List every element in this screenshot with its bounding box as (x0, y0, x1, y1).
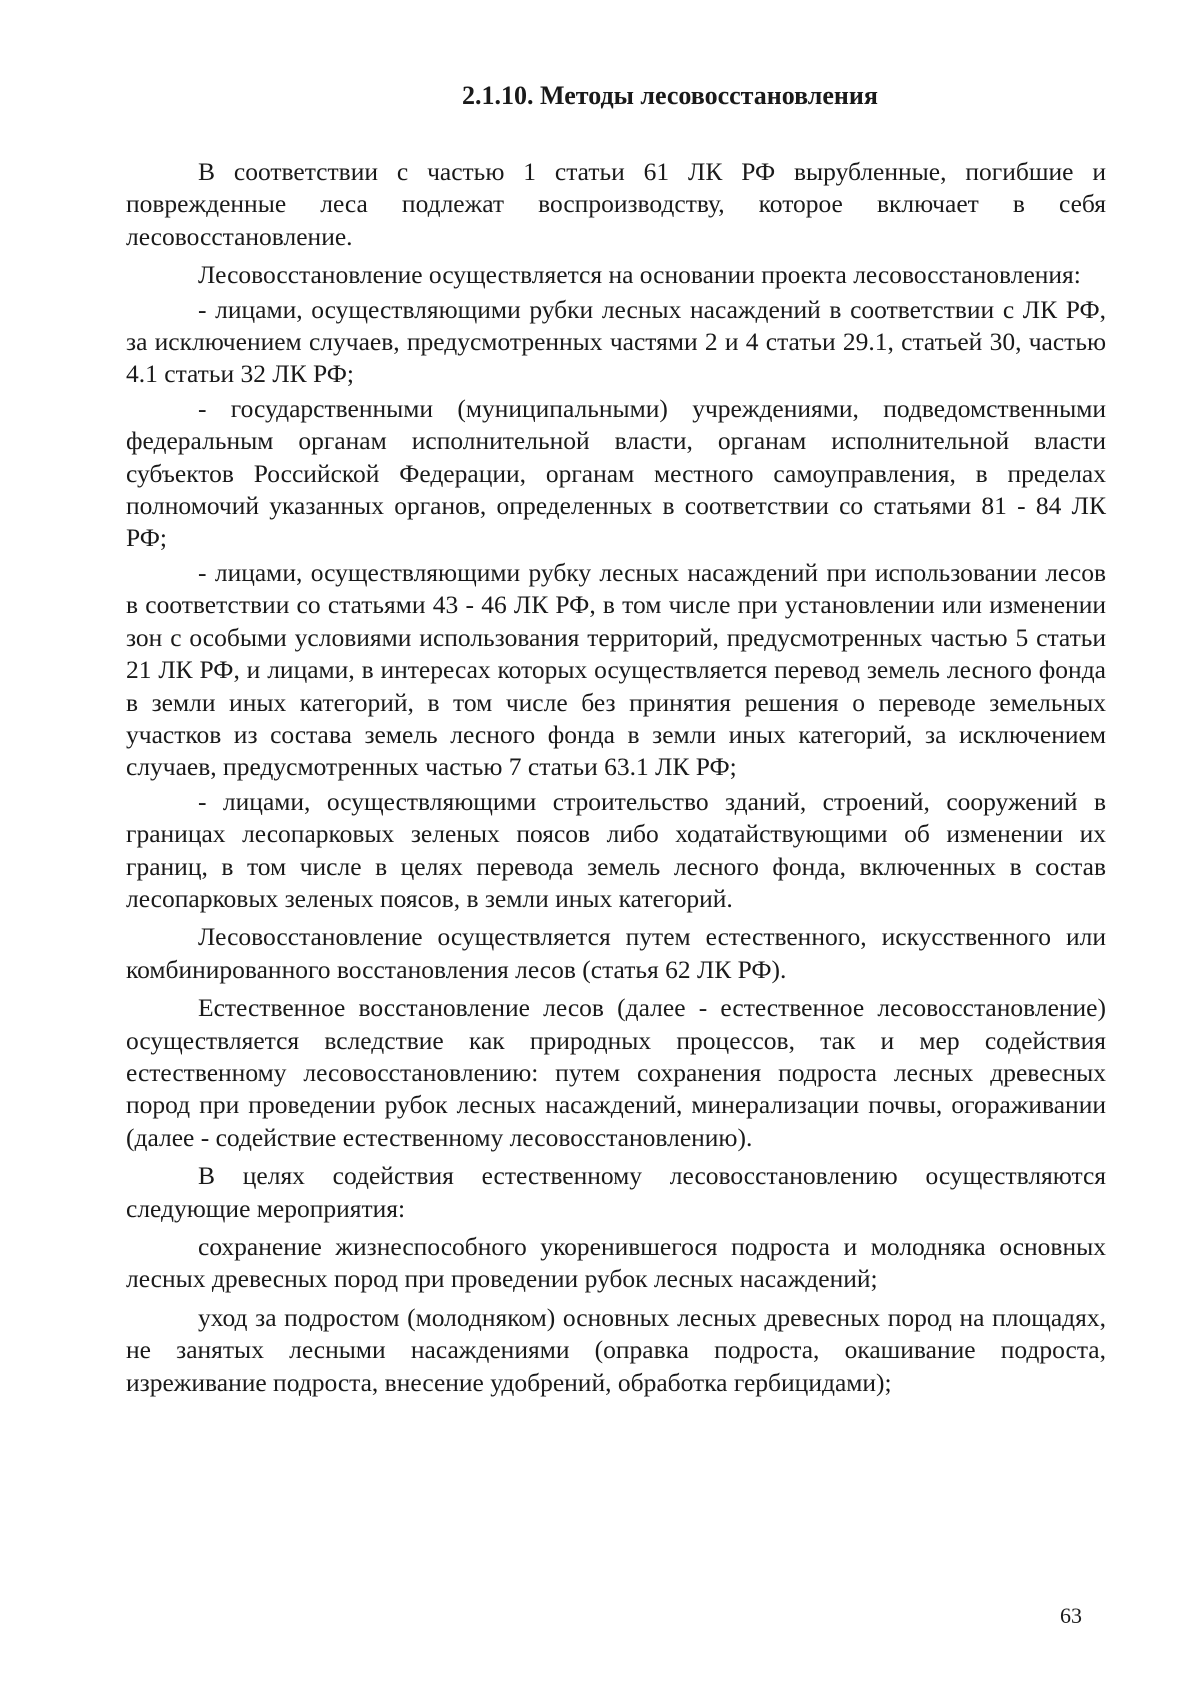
section-heading: 2.1.10. Методы лесовосстановления (462, 81, 878, 110)
paragraph-measures: В целях содействия естественному лесовосстановлению осуществляются следующие мероприятия: (126, 1161, 1106, 1223)
page-number: 63 (1060, 1603, 1082, 1628)
list-item-preservation: сохранение жизнеспособного укоренившегося подроста и молодняка основных лесных древесных пород при проведении рубок лесных насаждений; (126, 1232, 1106, 1294)
list-item-institutions: - государственными (муниципальными) учреждениями, подведомственными федеральным органам исполнительной власти, органам исполнительной власти субъектов Российской Федерации, органам местного самоуправления, в пределах полномочий указанных органов, определенных в соответствии со статьями 81 - 84 ЛК РФ; (126, 393, 1106, 553)
paragraph-intro: В соответствии с частью 1 статьи 61 ЛК РФ вырубленные, погибшие и поврежденные леса подлежат воспроизводству, которое включает в себя лесовосстановление. (126, 157, 1106, 251)
paragraph-basis: Лесовосстановление осуществляется на основании проекта лесовосстановления: (198, 260, 1081, 290)
paragraph-natural-restoration: Естественное восстановление лесов (далее - естественное лесовосстановление) осуществляется вследствие как природных процессов, так и мер содействия естественному лесовосстановлению: путем сохранения подроста лесных древесных пород при проведении рубок лесных насаждений, минерализации почвы, огораживании (далее - содействие естественному лесовосстановлению). (126, 993, 1106, 1152)
list-item-construction: - лицами, осуществляющими строительство зданий, строений, сооружений в границах лесопарковых зеленых поясов либо ходатайствующими об изменении их границ, в том числе в целях перевода земель лесного фонда, включенных в состав лесопарковых зеленых поясов, в земли иных категорий. (126, 786, 1106, 913)
list-item-logging: - лицами, осуществляющими рубки лесных насаждений в соответствии с ЛК РФ, за исключением случаев, предусмотренных частями 2 и 4 статьи 29.1, статьей 30, частью 4.1 статьи 32 ЛК РФ; (126, 294, 1106, 389)
page-content (126, 80, 1106, 1405)
list-item-care: уход за подростом (молодняком) основных лесных древесных пород на площадях, не занятых лесными насаждениями (оправка подроста, окашивание подроста, изреживание подроста, внесение удобрений, обработка гербицидами); (126, 1302, 1106, 1397)
list-item-forest-use: - лицами, осуществляющими рубку лесных насаждений при использовании лесов в соответствии со статьями 43 - 46 ЛК РФ, в том числе при установлении или изменении зон с особыми условиями использования территорий, предусмотренных частью 5 статьи 21 ЛК РФ, и лицами, в интересах которых осуществляется перевод земель лесного фонда в земли иных категорий, в том числе без принятия решения о переводе земельных участков из состава земель лесного фонда в земли иных категорий, за исключением случаев, предусмотренных частью 7 статьи 63.1 ЛК РФ; (126, 557, 1106, 782)
paragraph-methods: Лесовосстановление осуществляется путем естественного, искусственного или комбинированного восстановления лесов (статья 62 ЛК РФ). (126, 922, 1106, 984)
